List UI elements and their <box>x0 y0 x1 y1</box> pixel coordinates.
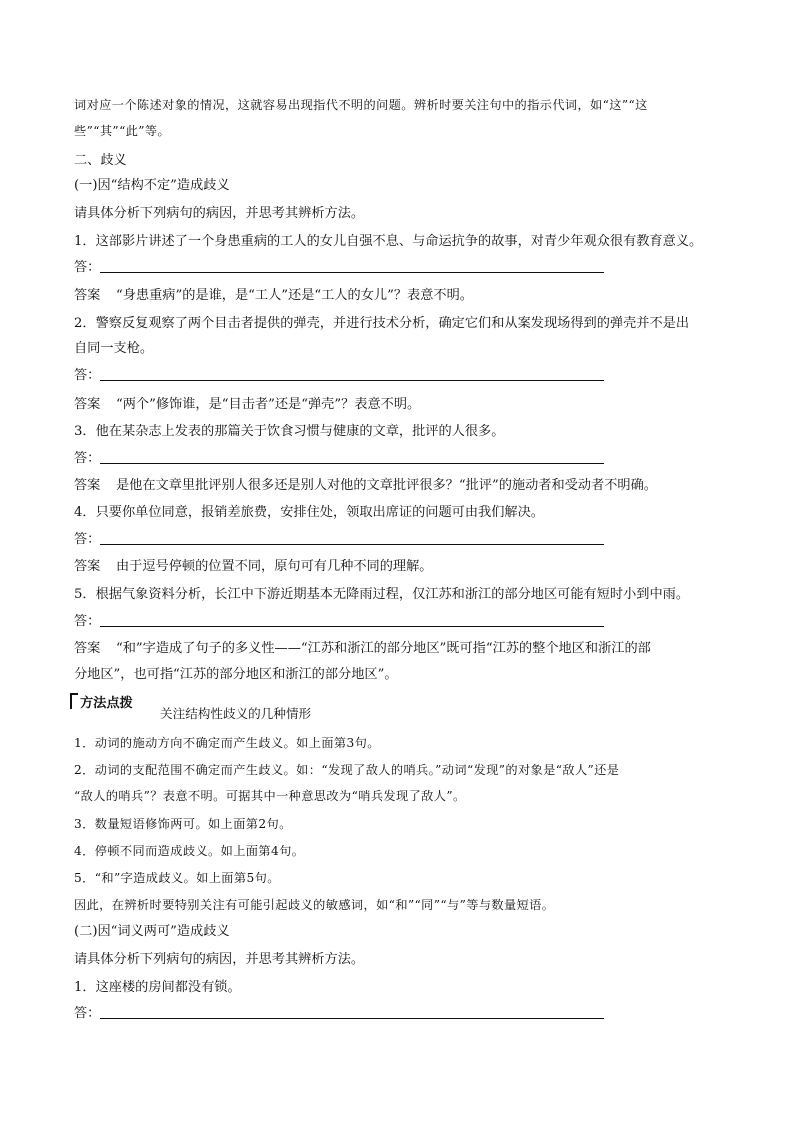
question-2-cont: 自同一支枪。 <box>74 341 154 356</box>
answer-key-label: 答案 <box>74 288 101 303</box>
method-item-2-cont: “敌人的哨兵”？表意不明。可据其中一种意思改为“哨兵发现了敌人”。 <box>74 789 466 803</box>
method-item-3: 3．数量短语修饰两可。如上面第2句。 <box>74 817 292 831</box>
subsection-heading: (一)因“结构不定”造成歧义 <box>74 178 230 193</box>
instruction-text: 请具体分析下列病句的病因，并思考其辨析方法。 <box>74 952 365 967</box>
answer-key-label: 答案 <box>74 478 101 493</box>
answer-key-5 <box>74 640 651 658</box>
answer-text: “身患重病”的是谁，是“工人”还是“工人的女儿”？表意不明。 <box>116 288 473 303</box>
method-item-1: 1．动词的施动方向不确定而产生歧义。如上面第3句。 <box>74 736 380 750</box>
method-tag-label: 方法点拨 <box>80 696 133 711</box>
bracket-mark <box>70 693 78 709</box>
paragraph-line: 词对应一个陈述对象的情况，这就容易出现指代不明的问题。辨析时要关注句中的指示代词，如“这”“这 <box>74 98 648 112</box>
answer-text: “两个”修饰谁，是“目击者”还是“弹壳”？表意不明。 <box>116 397 421 412</box>
section-heading: 二、歧义 <box>74 153 127 168</box>
paragraph-line: 些”“其”“此”等。 <box>74 124 171 138</box>
answer-key-2 <box>74 396 420 414</box>
answer-prompt: 答： <box>74 368 101 383</box>
question-6: 1．这座楼的房间都没有锁。 <box>74 980 241 995</box>
method-item-5: 5．“和”字造成歧义。如上面第5句。 <box>74 871 280 885</box>
answer-key-label: 答案 <box>74 559 101 574</box>
answer-prompt: 答： <box>74 260 101 275</box>
answer-key-label: 答案 <box>74 397 101 412</box>
answer-text: 由于逗号停顿的位置不同，原句可有几种不同的理解。 <box>116 559 433 574</box>
question-5: 5．根据气象资料分析，长江中下游近期基本无降雨过程，仅江苏和浙江的部分地区可能有短时小到中雨。 <box>74 587 690 602</box>
method-item-4: 4．停顿不同而造成歧义。如上面第4句。 <box>74 844 305 858</box>
answer-text: 是他在文章里批评别人很多还是别人对他的文章批评很多？“批评”的施动者和受动者不明确。 <box>116 478 657 493</box>
answer-prompt: 答： <box>74 532 101 547</box>
answer-text: “和”字造成了句子的多义性——“江苏和浙江的部分地区”既可指“江苏的整个地区和浙江的部 <box>116 641 651 656</box>
answer-text-cont: 分地区”，也可指“江苏的部分地区和浙江的部分地区”。 <box>74 667 398 682</box>
question-4: 4．只要你单位同意，报销差旅费，安排住处，领取出席证的问题可由我们解决。 <box>74 505 544 520</box>
answer-blank-2[interactable] <box>100 380 604 381</box>
method-tag <box>70 693 133 713</box>
answer-blank-5[interactable] <box>100 626 604 627</box>
method-item-2: 2．动词的支配范围不确定而产生歧义。如：“发现了敌人的哨兵。”动词“发现”的对象是“敌人”还是 <box>74 763 620 777</box>
instruction-text: 请具体分析下列病句的病因，并思考其辨析方法。 <box>74 206 365 221</box>
question-1: 1．这部影片讲述了一个身患重病的工人的女儿自强不息、与命运抗争的故事，对青少年观众很有教育意义。 <box>74 234 703 249</box>
question-2: 2．警察反复观察了两个目击者提供的弹壳，并进行技术分析，确定它们和从案发现场得到的弹壳并不是出 <box>74 316 690 331</box>
answer-blank-1[interactable] <box>100 272 604 273</box>
answer-blank-6[interactable] <box>100 1018 604 1019</box>
method-conclusion: 因此，在辨析时要特别关注有可能引起歧义的敏感词，如“和”“同”“与”等与数量短语。 <box>74 898 555 912</box>
answer-prompt: 答： <box>74 451 101 466</box>
subsection-heading: (二)因“词义两可”造成歧义 <box>74 924 230 939</box>
answer-prompt: 答： <box>74 614 101 629</box>
answer-blank-3[interactable] <box>100 463 604 464</box>
answer-prompt: 答： <box>74 1006 101 1021</box>
answer-key-1 <box>74 287 473 305</box>
answer-key-label: 答案 <box>74 641 101 656</box>
answer-key-3 <box>74 477 657 495</box>
method-title: 关注结构性歧义的几种情形 <box>160 706 312 721</box>
answer-key-4 <box>74 558 433 576</box>
question-3: 3．他在某杂志上发表的那篇关于饮食习惯与健康的文章，批评的人很多。 <box>74 424 505 439</box>
answer-blank-4[interactable] <box>100 544 604 545</box>
